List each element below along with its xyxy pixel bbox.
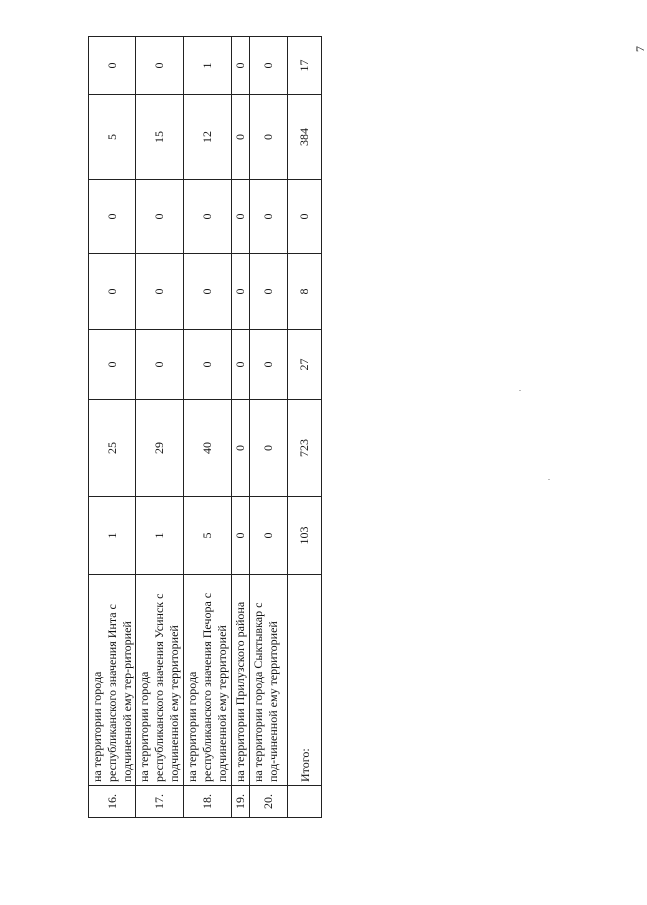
scan-speck bbox=[548, 479, 550, 480]
table-row bbox=[136, 37, 184, 818]
value-cell: 0 bbox=[232, 400, 250, 497]
value-cell: 0 bbox=[184, 180, 232, 254]
value-cell: 0 bbox=[136, 180, 184, 254]
value-cell: 29 bbox=[136, 400, 184, 497]
table-row bbox=[250, 37, 288, 818]
total-value-cell: 8 bbox=[288, 254, 322, 330]
value-cell: 0 bbox=[184, 254, 232, 330]
value-cell: 15 bbox=[136, 95, 184, 180]
territory-name: на территории города республиканского значения Усинск с подчиненной ему территорией bbox=[136, 575, 184, 786]
value-cell: 5 bbox=[89, 95, 136, 180]
value-cell: 0 bbox=[232, 254, 250, 330]
value-cell: 0 bbox=[232, 37, 250, 95]
territory-name: на территории города республиканского значения Печора с подчиненной ему территорией bbox=[184, 575, 232, 786]
value-cell: 0 bbox=[232, 330, 250, 400]
total-value-cell: 384 bbox=[288, 95, 322, 180]
value-cell: 0 bbox=[250, 37, 288, 95]
data-table bbox=[88, 36, 322, 818]
value-cell: 0 bbox=[136, 330, 184, 400]
row-number bbox=[288, 786, 322, 818]
total-value-cell: 27 bbox=[288, 330, 322, 400]
value-cell: 0 bbox=[89, 254, 136, 330]
row-number: 17. bbox=[136, 786, 184, 818]
value-cell: 1 bbox=[136, 497, 184, 575]
value-cell: 12 bbox=[184, 95, 232, 180]
table-row bbox=[89, 37, 136, 818]
value-cell: 25 bbox=[89, 400, 136, 497]
page-number: 7 bbox=[633, 46, 647, 52]
value-cell: 0 bbox=[136, 37, 184, 95]
value-cell: 0 bbox=[250, 497, 288, 575]
total-row bbox=[288, 37, 322, 818]
value-cell: 1 bbox=[89, 497, 136, 575]
table-row bbox=[232, 37, 250, 818]
value-cell: 40 bbox=[184, 400, 232, 497]
value-cell: 0 bbox=[250, 330, 288, 400]
value-cell: 0 bbox=[136, 254, 184, 330]
row-number: 16. bbox=[89, 786, 136, 818]
scan-speck bbox=[519, 390, 521, 391]
total-value-cell: 103 bbox=[288, 497, 322, 575]
value-cell: 0 bbox=[250, 180, 288, 254]
territory-name: на территории Прилузского района bbox=[232, 575, 250, 786]
rotated-table-container bbox=[88, 37, 320, 818]
value-cell: 1 bbox=[184, 37, 232, 95]
value-cell: 0 bbox=[250, 95, 288, 180]
value-cell: 0 bbox=[232, 497, 250, 575]
value-cell: 0 bbox=[232, 95, 250, 180]
value-cell: 0 bbox=[250, 254, 288, 330]
value-cell: 0 bbox=[89, 180, 136, 254]
value-cell: 0 bbox=[89, 330, 136, 400]
value-cell: 0 bbox=[89, 37, 136, 95]
table-row bbox=[184, 37, 232, 818]
value-cell: 5 bbox=[184, 497, 232, 575]
total-value-cell: 0 bbox=[288, 180, 322, 254]
territory-name: на территории города Сыктывкар с под-чиненной ему территорией bbox=[250, 575, 288, 786]
value-cell: 0 bbox=[232, 180, 250, 254]
territory-name: на территории города республиканского значения Инта с подчиненной ему тер-риторией bbox=[89, 575, 136, 786]
total-value-cell: 17 bbox=[288, 37, 322, 95]
value-cell: 0 bbox=[184, 330, 232, 400]
total-label: Итого: bbox=[288, 575, 322, 786]
total-value-cell: 723 bbox=[288, 400, 322, 497]
row-number: 19. bbox=[232, 786, 250, 818]
row-number: 20. bbox=[250, 786, 288, 818]
row-number: 18. bbox=[184, 786, 232, 818]
value-cell: 0 bbox=[250, 400, 288, 497]
